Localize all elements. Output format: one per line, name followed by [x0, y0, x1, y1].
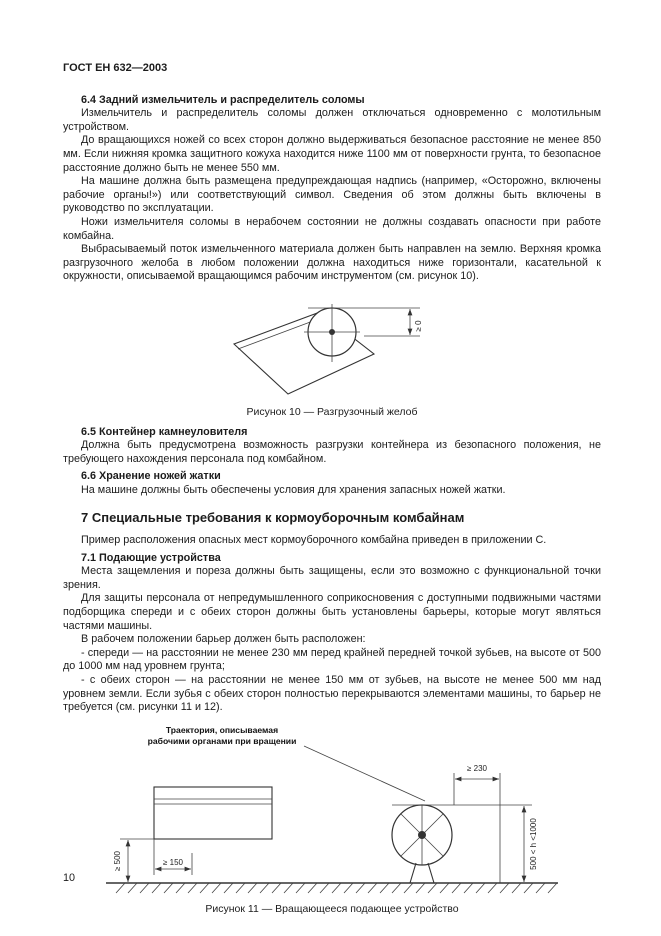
- section-7-title: 7 Специальные требования к кормоуборочным комбайнам: [81, 510, 465, 526]
- section-6-4-title: 6.4 Задний измельчитель и распределитель соломы: [81, 93, 365, 106]
- figure-10: [63, 292, 601, 420]
- list-item: - спереди — на расстоянии не менее 230 мм перед крайней передней точкой зубьев, на высоте от 500 до 1000 мм над уровнем грунта;: [63, 646, 601, 673]
- paragraph: На машине должны быть обеспечены условия для хранения запасных ножей жатки.: [81, 483, 506, 496]
- fig10-dim-label: ≥ 0: [414, 320, 423, 332]
- figure-11: [63, 723, 601, 917]
- page-number: 10: [63, 872, 76, 884]
- fig11-dim-500-group: [113, 839, 154, 882]
- list-item: - с обеих сторон — на расстоянии не менее 150 мм от зубьев, на высоте не менее 500 мм над уровнем земли. Если зубья с обеих сторон полностью перекрываются элементами машины, то барьер не требуется (см. рисунки 11 и 12).: [63, 674, 601, 714]
- paragraph: Измельчитель и распределитель соломы должен отключаться одновременно с молотильным устройством.: [63, 107, 601, 133]
- paragraph: Пример расположения опасных мест кормоуборочного комбайна приведен в приложении С.: [81, 534, 547, 547]
- figure-11-drawing: [92, 723, 572, 901]
- figure-10-caption: Рисунок 10 — Разгрузочный желоб: [246, 405, 418, 418]
- paragraph: В рабочем положении барьер должен быть расположен:: [81, 633, 366, 646]
- paragraph: Выбрасываемый поток измельченного материала должен быть направлен на землю. Верхняя кромка разгрузочного желоба в любом положении должна находиться ниже горизонтали, касательной к окружности, описываемой вращающимся рабочим инструментом (см. рисунок 10).: [63, 243, 601, 283]
- paragraph: Для защиты персонала от непредумышленного соприкосновения с доступными подвижными частями подборщика спереди и с обеих сторон должны быть установлены барьеры, которые могут являться частями машины.: [63, 592, 601, 632]
- paragraph: Должна быть предусмотрена возможность разгрузки контейнера из безопасного положения, не требующего нахождения персонала под комбайном.: [63, 439, 601, 465]
- fig11-dim-500: ≥ 500: [113, 850, 122, 871]
- figure-11-caption: Рисунок 11 — Вращающееся подающее устройство: [205, 902, 459, 915]
- machine-body-outline: [154, 787, 272, 839]
- section-6-5-title: 6.5 Контейнер камнеуловителя: [81, 425, 248, 438]
- standard-number-header: ГОСТ ЕН 632—2003: [63, 62, 168, 74]
- section-7-1-title: 7.1 Подающие устройства: [81, 551, 221, 564]
- rotating-tool-circle: [304, 304, 360, 362]
- ground-line: [106, 883, 558, 893]
- fig11-dim-height: 500 < h <1000: [529, 817, 538, 870]
- fig11-dim-150-group: [154, 839, 192, 875]
- paragraph: Ножи измельчителя соломы в нерабочем состоянии не должны создавать опасности при работе комбайна.: [63, 215, 601, 242]
- paragraph: До вращающихся ножей со всех сторон должно выдерживаться безопасное расстояние не менее 850 мм. Если нижняя кромка защитного кожуха находится ниже 1100 мм от поверхности грунта, то безопасное расстояние должно быть не менее 550 мм.: [63, 134, 601, 174]
- fig11-trajectory-label-line2: рабочими органами при вращении: [147, 735, 297, 746]
- paragraph: Места защемления и пореза должны быть защищены, если это возможно с функциональной точки зрения.: [63, 565, 601, 591]
- page-content: [63, 62, 601, 922]
- fig11-dim-150: ≥ 150: [163, 857, 183, 867]
- fig11-dim-height-group: [500, 805, 538, 882]
- paragraph: На машине должна быть размещена предупреждающая надпись (например, «Осторожно, включены рабочие органы!») или соответствующий символ. Сведения об этом должны быть включены в руководство по эксплуатации.: [63, 175, 601, 215]
- fig11-trajectory-label: [148, 725, 425, 801]
- fig11-dim-230: ≥ 230: [467, 763, 487, 773]
- section-6-6-title: 6.6 Хранение ножей жатки: [81, 470, 221, 483]
- figure-10-drawing: [212, 292, 452, 404]
- rotary-feeder: [392, 805, 452, 883]
- fig11-trajectory-label-line1: Траектория, описываемая: [165, 724, 279, 735]
